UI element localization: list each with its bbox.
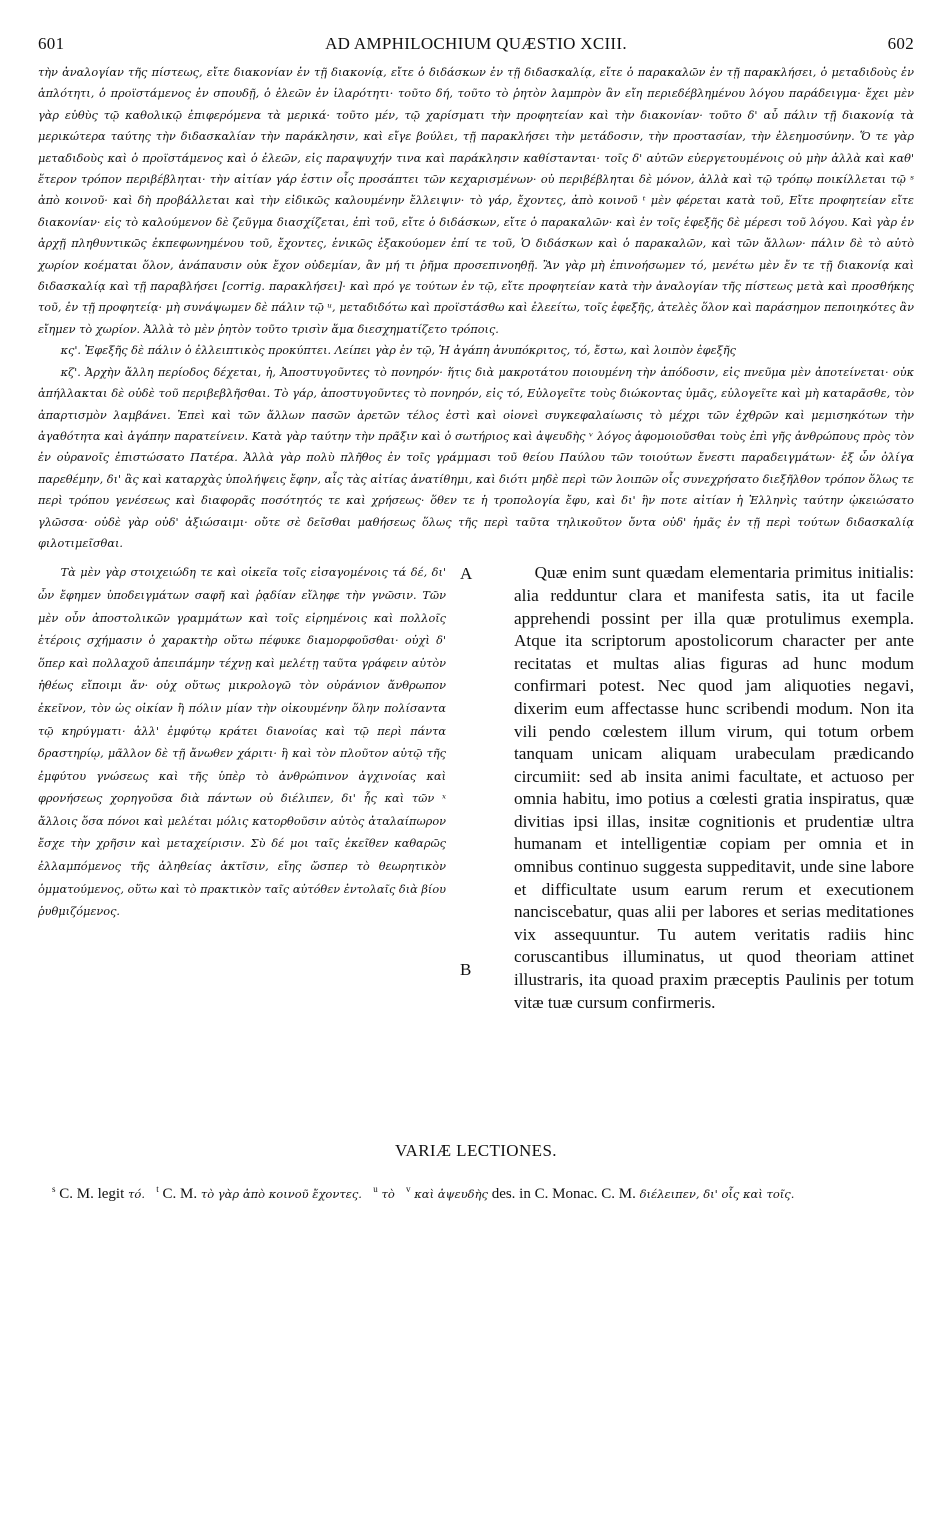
- latin-column: [514, 562, 914, 1014]
- running-title: AD AMPHILOCHIUM QUÆSTIO XCIII.: [325, 34, 627, 53]
- note-marker-t: t: [156, 1184, 159, 1195]
- greek-column-text: Τὰ μὲν γὰρ στοιχειώδη τε καὶ οἰκεῖα τοῖς εἰσαγομένοις τά δέ, δι' ὧν ἔφημεν ὑποδειγμάτων σαφῆ καὶ ῥᾳδίαν εἴληφε τὴν γνῶσιν. Τῶν μὲν οὖν ἀποστολικῶν γραμμάτων καὶ τοῖς εἰρημένοις καὶ πολλοῖς ἑτέροις σχήμασιν ὁ χαρακτὴρ οὕτω πέφυκε διαμορφοῦσθαι· οὐχὶ δ' ὅπερ καὶ πολλαχοῦ ἀπειπάμην τέχνῃ καὶ μελέτῃ ταῦτα γράφειν αὐτὸν ἠθέως εἴποιμι ἄν· οὐχ οὕτως μικρολογῶ τὸν οὐράνιον ἄνθρωπον ἐκεῖνον, τὸν ὡς οἰκίαν ἢ πόλιν μίαν τὴν οἰκουμένην ὅλην πολίσαντα τῷ κηρύγματι· ἀλλ' ἐμφύτῳ κράτει διανοίας καὶ τῷ περὶ πάντα δραστηρίῳ, μᾶλλον δὲ τῇ ἄνωθεν χάριτι· ἣ καὶ τὸν πλοῦτον αὐτῷ τῆς ἐμφύτου γνώσεως καὶ τῆς ὑπὲρ τὸ ἀνθρώπινον ἀγχινοίας καὶ φρονήσεως χορηγοῦσα διὰ πάντων οὐ διέλιπεν, δι' ἧς καὶ τῶν ˣ ἄλλοις ὅσα πόνοι καὶ μελέται μόλις κατορθοῦσιν αὐτὸς ἀταλαίπωρον ἔσχε τὴν χρῆσιν καὶ μεταχείρισιν. Σὺ δέ μοι ταῖς ἐκεῖθεν καθαρῶς ἐλλαμπόμενος τῆς ἀληθείας ἀκτῖσιν, εἴης ὥσπερ τὸ θεωρητικὸν ὁμματούμενος, οὕτω καὶ τὸ πρακτικὸν ταῖς αὐτόθεν ἐντολαῖς διὰ βίου ῥυθμιζόμενος.: [38, 566, 446, 919]
- note-v-text: des. in C. Monac. C. M.: [487, 1186, 640, 1203]
- variae-lectiones-notes: [38, 1179, 914, 1205]
- margin-marker-b: B: [460, 960, 472, 980]
- note-s-greek: τό.: [128, 1187, 145, 1202]
- variae-lectiones-heading: VARIÆ LECTIONES.: [395, 1141, 557, 1161]
- running-head: [38, 34, 914, 58]
- note-s-text: C. M. legit: [55, 1186, 129, 1203]
- greek-paragraph: κζ'. Ἀρχὴν ἄλλη περίοδος δέχεται, ἡ, Ἀποστυγοῦντες τὸ πονηρόν· ἥτις διὰ μακροτάτου ποιουμένη τὴν ἀπόδοσιν, εἰς πνεῦμα μὲν ἀποτείνεται· οὐκ ἀπήλλακται δὲ οὐδὲ τοῦ περιβεβλῆσθαι. Τὸ γάρ, ἀποστυγοῦντες τὸ πονηρόν, εἰς τό, Εὐλογεῖτε τοὺς διώκοντας ὑμᾶς, εὐλογεῖτε καὶ μὴ καταρᾶσθε, τὸν ἀπαρτισμὸν λαμβάνει. Ἐπεὶ καὶ τῶν ἄλλων πασῶν ἀρετῶν τέλος ἐστὶ καὶ οἱονεὶ συγκεφαλαίωσις τὸ μέχρι τῶν ἐχθρῶν καὶ μεμισηκότων τὴν ἀγαθότητα καὶ ἀγάπην παρατείνειν. Κατὰ γὰρ ταύτην τὴν πρᾶξιν καὶ ὁ σωτήριος καὶ ἀψευδὴς ᵛ λόγος ἀφομοιοῦσθαι τοὺς ἐπὶ γῆς ἀνθρώπους πρὸς τὸν ἐν οὐρανοῖς ἐπιστώσατο Πατέρα. Ἀλλὰ γὰρ πολὺ πλῆθος ἐν τοῖς γράμμασι τοῦ θείου Παύλου τῶν τοιούτων ἔνεστι παραδειγμάτων· ἐξ ὧν ὀλίγα παρεθέμην, δι' ἃς καὶ καταρχὰς ὑπολήψεις ἔφην, αἷς τὰς αἰτίας ἀνατίθημι, καὶ διότι μηδὲ περὶ τῶν λοιπῶν οἷς συνεχρήσατο διεξῆλθον τρόπον ὅλως τε περὶ τρόπου γενέσεως καὶ διαφορᾶς ποσότητός τε καὶ χρήσεως· ὅθεν τε ἡ τροπολογία ἔφυ, καὶ δι' ἣν ποτε αἰτίαν ἡ Ἑλληνὶς ταύτην ᾠκειώσατο γλῶσσα· οὐδὲ γὰρ οὐδ' ἀξιώσαιμι· οὔτε σὲ δεῖσθαι μαθήσεως ὅλως τῆς περὶ ταῦτα τηλικοῦτον ὄντα οὐδ' ἡμᾶς ἐν τῇ περὶ τούτων διδασκαλίᾳ φιλοτιμεῖσθαι.: [38, 365, 914, 550]
- greek-paragraph: κς'. Ἐφεξῆς δὲ πάλιν ὁ ἐλλειπτικὸς προκύπτει. Λείπει γὰρ ἐν τῷ, Ἡ ἀγάπη ἀνυπόκριτος, τό, ἔστω, καὶ λοιπὸν ἐφεξῆς: [60, 344, 736, 358]
- note-marker-u: u: [373, 1184, 378, 1195]
- right-page-number: 602: [887, 34, 914, 53]
- note-t-text: C. M.: [158, 1186, 201, 1203]
- greek-paragraph: τὴν ἀναλογίαν τῆς πίστεως, εἴτε διακονίαν ἐν τῇ διακονίᾳ, εἴτε ὁ διδάσκων ἐν τῇ διδασκαλίᾳ, εἴτε ὁ παρακαλῶν ἐν τῇ παρακλήσει, ὁ μεταδιδοὺς ἐν ἁπλότητι, ὁ προϊστάμενος ἐν σπουδῇ, ὁ ἐλεῶν ἐν ἱλαρότητι· τοῦτο δή, τοῦτο τὸ ῥητὸν λαμπρὸν ἂν εἴη περιεδέβλημένου λόγου παράδειγμα· ἔχει μὲν γὰρ εὐθὺς τῷ καθολικῷ ἐπιφερόμενα τὰ μερικά· τοῦτο μέν, τῷ χαρίσματι τὴν προφητείαν καὶ τὴν διακονίαν· τοῦτο δ' αὖ πάλιν τῇ διακονίᾳ τὰ μερικώτερα ταύτης τὴν διδασκαλίαν τὴν παράκλησιν, καὶ εἴγε βούλει, τῇ παρακλήσει τὴν μετάδοσιν, τὴν προστασίαν, τὴν ἐλεημοσύνην. Ὅ τε γὰρ μεταδιδοὺς καὶ ὁ προϊστάμενος καὶ ὁ ἐλεῶν, εἰς παραψυχήν τινα καὶ παράκλησιν καθίστανται· τοῖς δ' αὐτῶν εὐεργετουμένοις οὐ μὴν ἀλλὰ καὶ καθ' ἕτερον τρόπον περιβέβληται· τὴν αἰτίαν γάρ ἐστιν οἷς προσάπτει τῶν κεχαρισμένων· οὐ περιβέβληται δὲ μόνον, ἀλλὰ καὶ τῷ τρόπῳ ποικίλλεται τῷ ˢ ἀπὸ κοινοῦ· καὶ δὴ προβάλλεται καὶ τὴν εἰδικῶς καλουμένην ἔλλειψιν· τὸ γάρ, ἔχοντες, ἀπὸ κοινοῦ ᵗ μὲν φέρεται κατὰ τοῦ, Εἴτε προφητείαν εἴτε διακονίαν· εἰς τὸ καλούμενον δὲ ζεῦγμα διασχίζεται, ἐπὶ τοῦ, εἴτε ὁ διδάσκων, εἴτε ὁ παρακαλῶν· καὶ ἐν τοῖς ἐφεξῆς δὲ μέρεσι τοῦ λόγου. Καὶ γὰρ ἐν ἀρχῇ πληθυντικῶς ἐκπεφωνημένου τοῦ, ἔχοντες, ἑνικῶς ἐξακούομεν ἐπί τε τοῦ, Ὁ διδάσκων καὶ ὁ παρακαλῶν, καὶ τῶν ἄλλων· πάλιν δὲ τὸ αὐτὸ χωρίον κοέμαται ὅλον, ἀνάπαυσιν οὐκ ἔχον οὐδεμίαν, ἂν μή τι ῥῆμα προσεπινοηθῇ. Ἂν γὰρ μὴ ἐπινοήσωμεν τό, μενέτω μὲν ἔν τε τῇ διακονίᾳ καὶ διδασκαλίᾳ καὶ τῇ παραβλήσει [corrig. παρακλήσει]· καὶ πρό γε τούτων ἐν τῷ, εἴτε προφητείαν κατὰ τὴν ἀναλογίαν τῆς πίστεως μετὰ καὶ προσθήκης τοῦ, ἐν τῇ προφητείᾳ· μὴ συνάψωμεν δὲ πάλιν τῷ ᵘ, μεταδιδότω καὶ προϊστάσθω καὶ ἐλεείτω, τοῖς ἐφεξῆς, ἀτελὲς ὅλον καὶ παράσημον πεποιηκότες ἂν εἴημεν τὸ χωρίον. Ἀλλὰ τὸ μὲν ῥητὸν τοῦτο τρισὶν ἅμα διεσχηματίζετο τρόποις.: [38, 66, 914, 336]
- note-marker-v: v: [406, 1184, 411, 1195]
- latin-column-text: Quæ enim sunt quædam elementaria primitus initialis: alia redduntur clara et manifesta satis, ita ut facile apprehendi possint per illa quæ protulimus exempla. Atque ita scriptorum apostolicorum character per ante recitatas et multas alias figuras ad hunc modum confirmari potest. Nec quod jam aliquoties negavi, dixerim eum affectasse hunc scribendi modum. Non ita vili pendo cœlestem illum virum, qui totum orbem tanquam unicam aliquam urabeculam prædicando circumiit: sed ab insita animi facultate, et actuoso per omnia habitu, imo potius a cœlesti gratia inspiratus, quæ divitias ipsi illas, insitæ cognitionis et prudentiæ ultra humanam et intelligentiæ copiam per omnia et in omnibus continuo suggesta suppeditavit, unde sine labore et difficultate usum earum rerum et executionem nanciscebatur, quas alii per labores et serias meditationes vix assequuntur. Tu autem veritatis radiis hinc coruscantibus illuminatus, ut quod theoriam attinet illustraris, ita quoad praxim præceptis Paulinis per totum vitæ tuæ cursum confirmeris.: [514, 563, 914, 1012]
- note-marker-s: s: [52, 1184, 56, 1195]
- greek-full-width-text: [38, 62, 914, 554]
- parallel-columns: [38, 562, 914, 1117]
- note-v-greek: καὶ ἀψευδὴς: [414, 1187, 488, 1202]
- left-page-number: 601: [38, 34, 65, 53]
- margin-marker-a: A: [460, 564, 473, 584]
- greek-column: [38, 562, 446, 924]
- note-t-greek: τὸ γὰρ ἀπὸ κοινοῦ ἔχοντες.: [200, 1187, 362, 1202]
- note-u-greek: τὸ: [381, 1187, 395, 1202]
- note-x-greek: διέλειπεν, δι' οἷς καὶ τοῖς.: [639, 1187, 795, 1202]
